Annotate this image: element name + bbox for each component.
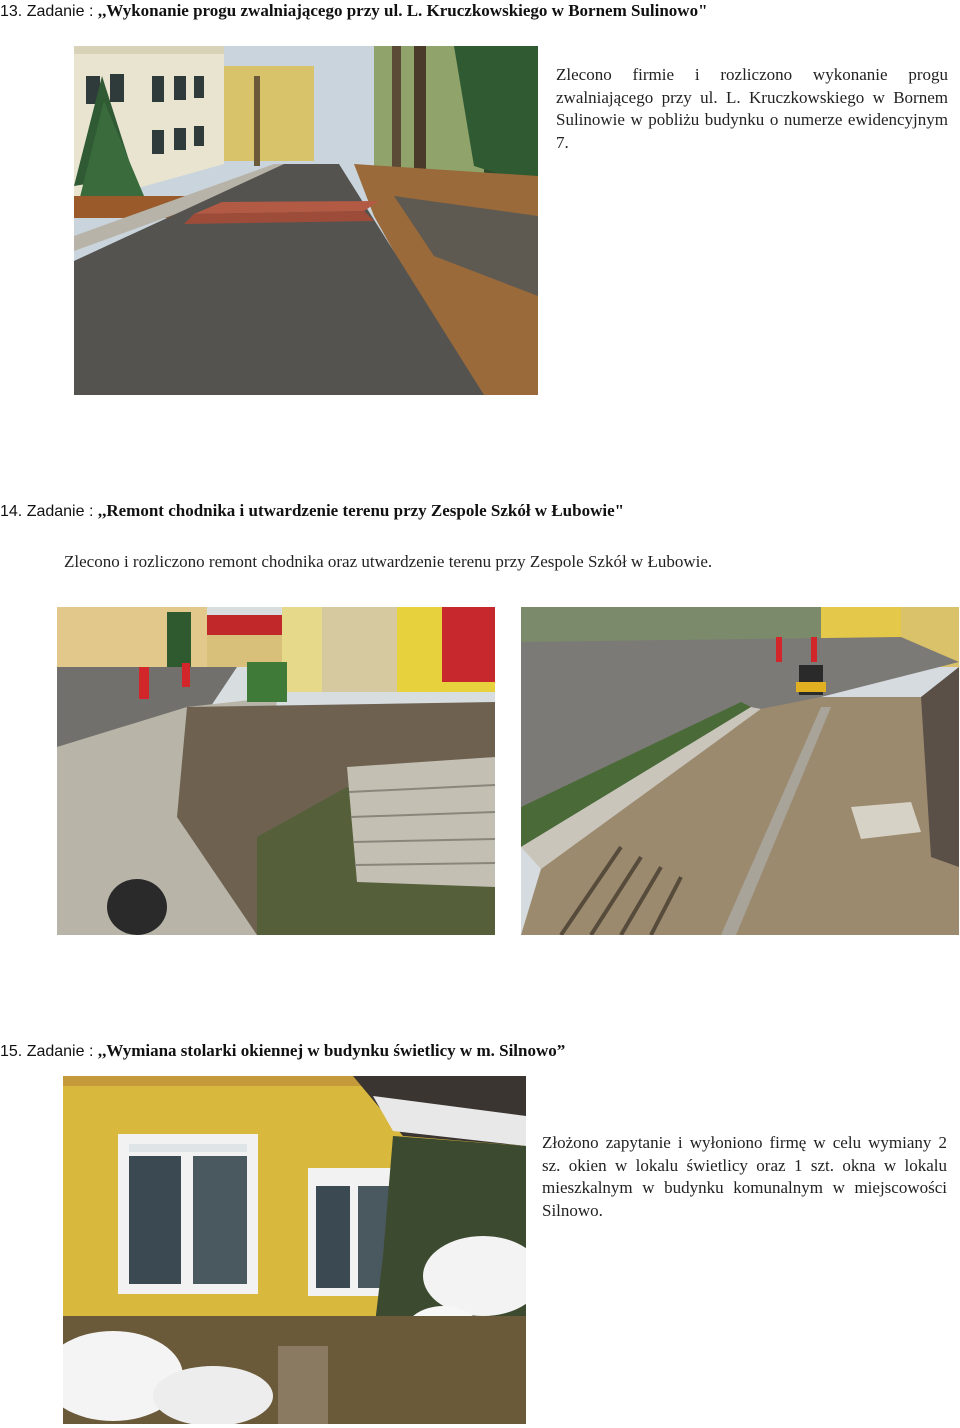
section-14-title: ,,Remont chodnika i utwardzenie terenu przy Zespole Szkół w Łubowie" xyxy=(97,501,625,520)
section-15-title: ,,Wymiana stolarki okiennej w budynku świetlicy w m. Silnowo” xyxy=(97,1041,566,1060)
section-13-number: 13. Zadanie : xyxy=(0,3,98,20)
section-14-number: 14. Zadanie : xyxy=(0,503,98,520)
section-14-heading xyxy=(0,500,624,523)
photo-speed-bump-street xyxy=(74,46,538,395)
section-13-heading xyxy=(0,0,708,23)
photo-replaced-windows xyxy=(63,1076,526,1424)
section-15-description: Złożono zapytanie i wyłoniono firmę w celu wymiany 2 sz. okien w lokalu świetlicy oraz 1 szt. okna w lokalu mieszkalnym w budynku komunalnym w miejscowości Silnowo. xyxy=(542,1133,947,1220)
section-13-description: Zlecono firmie i rozliczono wykonanie progu zwalniającego przy ul. L. Kruczkowskiego w Bornem Sulinowie w pobliżu budynku o numerze ewidencyjnym 7. xyxy=(556,65,948,152)
section-14-description: Zlecono i rozliczono remont chodnika oraz utwardzenie terenu przy Zespole Szkół w Łubowie. xyxy=(64,552,713,571)
section-13-title: ,,Wykonanie progu zwalniającego przy ul. L. Kruczkowskiego w Bornem Sulinowo" xyxy=(97,1,708,20)
section-15-number: 15. Zadanie : xyxy=(0,1043,98,1060)
photo-ground-hardening xyxy=(521,607,959,935)
photo-sidewalk-repair-school xyxy=(57,607,495,935)
section-15-heading xyxy=(0,1040,565,1063)
